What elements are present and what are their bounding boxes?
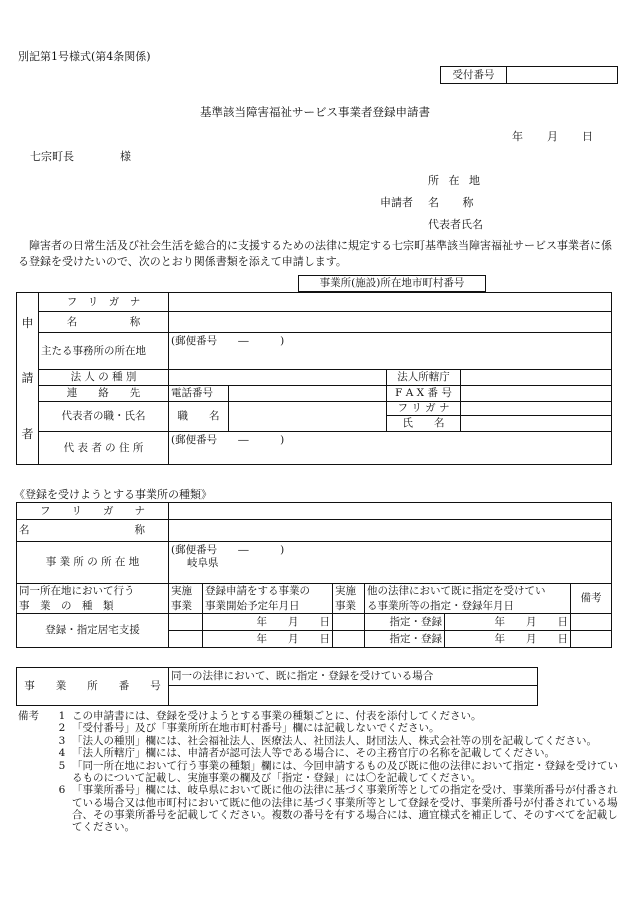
rep-title-label: 代表者の職・氏名 [39, 402, 169, 432]
impl-cell-2[interactable] [169, 631, 203, 648]
corp-office-field[interactable] [461, 370, 612, 386]
position-label: 職 名 [169, 402, 229, 432]
office-location-field[interactable] [169, 542, 612, 584]
office-muni-label: 事業所(施設)所在地市町村番号 [299, 276, 486, 292]
start-date-1[interactable]: 年 月 日 [203, 614, 333, 631]
remarks-cell-2[interactable] [571, 631, 612, 648]
remarks-cell-1[interactable] [571, 614, 612, 631]
corp-office-label: 法人所轄庁 [387, 370, 461, 386]
office-number-cells[interactable] [169, 686, 538, 706]
note-item: 5 「同一所在地において行う事業の種類」欄には、今回申請するもの及び既に他の法律において指定・登録を受けているものについて記載し、実施事業の欄及び「指定・登録」には〇を記載してください。 [58, 759, 618, 784]
office-furigana-field[interactable] [169, 503, 612, 520]
addressee-suffix: 様 [120, 150, 131, 163]
office-number-table [16, 667, 538, 706]
remarks-head: 備考 [571, 584, 612, 614]
office-name-field[interactable] [169, 520, 612, 542]
other-date-1[interactable]: 年 月 日 [445, 614, 571, 631]
phone-label: 電話番号 [169, 386, 229, 402]
receipt-field[interactable] [507, 67, 618, 84]
impl2-cell-1[interactable] [333, 614, 365, 631]
note-item: 6 「事業所番号」欄には、岐阜県において既に他の法律に基づく事業所等としての指定を受け、事業所番号が付番されている場合又は他市町村において既に他の法律に基づく事業所等として登録を受け、事業所番号が付番されている場合、その事業所番号を記載してください。複数の番号を有する場合には、適宜様式を補正して、そのすべてを記載してください。 [58, 784, 618, 834]
office-postal: (郵便番号 ― ) [171, 544, 285, 556]
designation-2[interactable]: 指定・登録 [365, 631, 445, 648]
impl2-cell-2[interactable] [333, 631, 365, 648]
rep-address-field[interactable]: (郵便番号 ― ) [169, 432, 612, 465]
note-item: 3 「法人の種別」欄には、社会福祉法人、医療法人、社団法人、財団法人、株式会社等の別を記載してください。 [58, 734, 597, 747]
fax-field[interactable] [461, 386, 612, 402]
designation-1[interactable]: 指定・登録 [365, 614, 445, 631]
section2-heading: 《登録を受けようとする事業所の種類》 [14, 488, 212, 501]
rep-name-label: 氏 名 [387, 416, 461, 432]
form-label: 別記第1号様式(第4条関係) [18, 50, 151, 63]
start-date-2[interactable]: 年 月 日 [203, 631, 333, 648]
furigana-label: フ リ ガ ナ [39, 293, 169, 312]
page-title: 基準該当障害福祉サービス事業者登録申請書 [200, 105, 430, 119]
rep-address-label: 代 表 者 の 住 所 [39, 432, 169, 465]
contact-label: 連 絡 先 [39, 386, 169, 402]
applicant-name-label: 名 称 [39, 312, 169, 333]
receipt-box [440, 66, 618, 84]
corp-type-field[interactable] [169, 370, 387, 386]
note-item: 2 「受付番号」及び「事業所所在地市町村番号」欄には記載しないでください。 [58, 722, 440, 735]
corp-type-label: 法 人 の 種 別 [39, 370, 169, 386]
furigana-field[interactable] [169, 293, 612, 312]
applicant-table [16, 292, 612, 465]
fax-label: F A X 番 号 [387, 386, 461, 402]
rep-furigana-label: フ リ ガ ナ [387, 402, 461, 416]
office-location-label: 事 業 所 の 所 在 地 [17, 542, 169, 584]
rep-name-field[interactable] [461, 416, 612, 432]
main-office-label: 主たる事務所の所在地 [39, 333, 169, 370]
services-head: 同一所在地において行う 事 業 の 種 類 [17, 584, 169, 614]
office-table [16, 502, 612, 648]
intro-text: 障害者の日常生活及び社会生活を総合的に支援するための法律に規定する七宗町基準該当障害福祉サービス事業者に係る登録を受けたいので、次のとおり関係書類を添えて申請します。 [18, 239, 612, 268]
office-muni-box [298, 275, 486, 292]
phone-field[interactable] [229, 386, 387, 402]
addressee: 七宗町長 [30, 150, 74, 163]
other-head: 他の法律において既に指定を受けてい る事業所等の指定・登録年月日 [365, 584, 571, 614]
receipt-label: 受付番号 [441, 67, 507, 84]
position-field[interactable] [229, 402, 387, 432]
office-number-label: 事 業 所 番 号 [17, 668, 169, 706]
main-office-field[interactable]: (郵便番号 ― ) [169, 333, 612, 370]
service-name: 登録・指定居宅支援 [17, 614, 169, 648]
applicant-label: 申請者 [380, 196, 413, 209]
impl2-head: 実施 事業 [333, 584, 365, 614]
same-law-label: 同一の法律において、既に指定・登録を受けている場合 [169, 668, 538, 686]
applicant-name-field[interactable] [169, 312, 612, 333]
applicant-side-label: 申 請 者 [17, 293, 39, 465]
rep-label: 代表者氏名 [428, 218, 483, 231]
date-month: 月 [547, 130, 558, 143]
other-date-2[interactable]: 年 月 日 [445, 631, 571, 648]
office-furigana-label: フ リ ガ ナ [17, 503, 169, 520]
notes [18, 710, 618, 834]
impl-head: 実施 事業 [169, 584, 203, 614]
start-head: 登録申請をする事業の 事業開始予定年月日 [203, 584, 333, 614]
office-prefecture: 岐阜県 [187, 556, 219, 569]
office-name-label: 名 称 [17, 520, 169, 542]
rep-furigana-field[interactable] [461, 402, 612, 416]
address-label: 所 在 地 [428, 174, 483, 187]
note-item: 備考 1 この申請書には、登録を受けようとする事業の種類ごとに、付表を添付してください。 [18, 710, 482, 722]
name-label: 名 称 [428, 196, 484, 209]
date-day: 日 [582, 130, 593, 143]
date-year: 年 [512, 130, 523, 143]
impl-cell-1[interactable] [169, 614, 203, 631]
note-item: 4 「法人所轄庁」欄には、申請者が認可法人等である場合に、その主務官庁の名称を記載してください。 [58, 747, 555, 760]
